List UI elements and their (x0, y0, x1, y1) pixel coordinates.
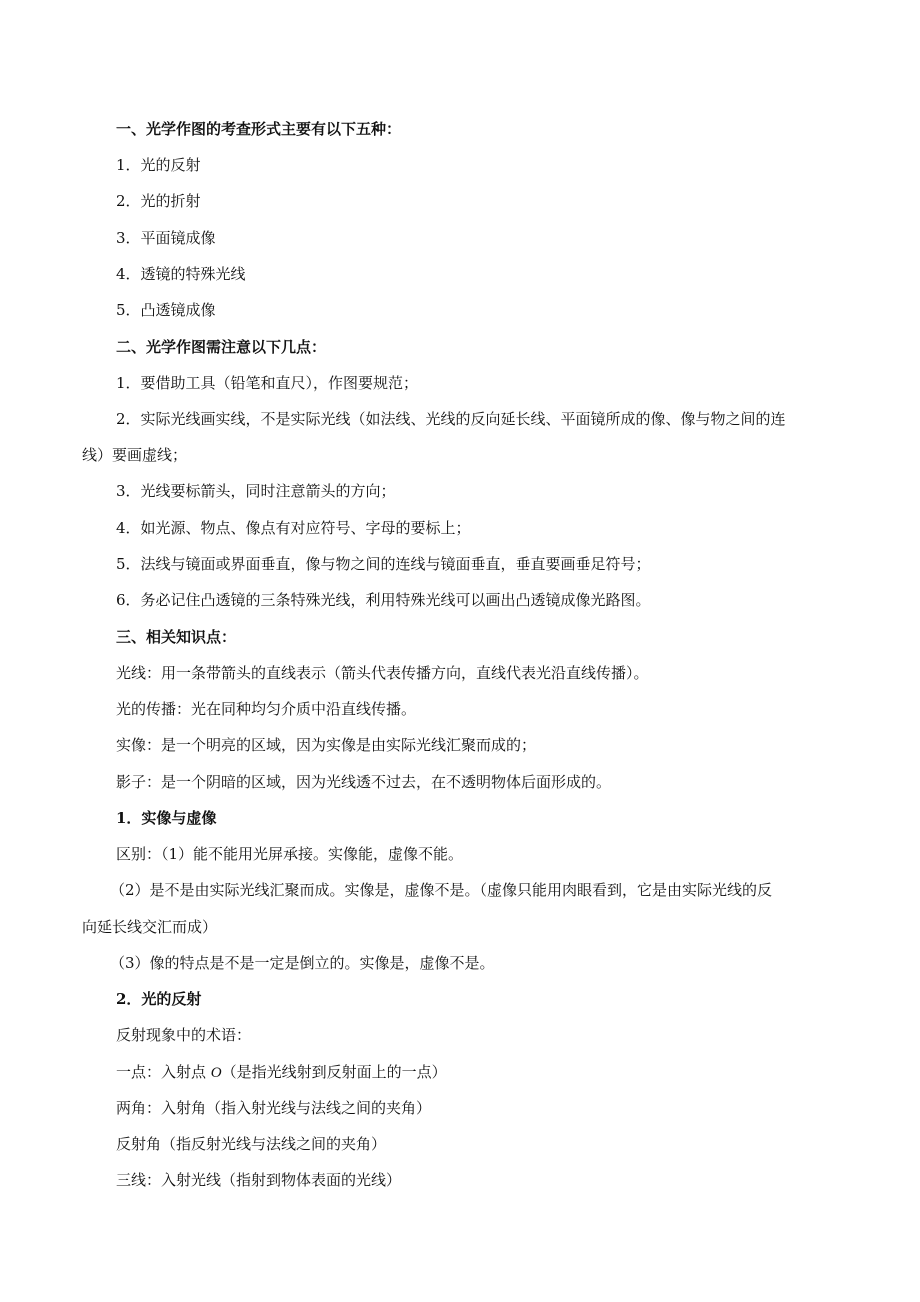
subsection-real-virtual-heading: 1．实像与虚像 (116, 809, 217, 827)
difference-3: （3）像的特点是不是一定是倒立的。实像是，虚像不是。 (110, 954, 495, 972)
propagation-definition: 光的传播：光在同种均匀介质中沿直线传播。 (116, 700, 417, 718)
point-o-symbol: O (210, 1065, 222, 1081)
incident-point-prefix: 一点：入射点 (116, 1063, 211, 1081)
section2-item-2-line2: 线）要画虚线； (82, 446, 188, 464)
section2-item-4: 4．如光源、物点、像点有对应符号、字母的要标上； (116, 519, 471, 537)
section1-item-2: 2．光的折射 (116, 192, 201, 210)
incident-ray-term: 三线：入射光线（指射到物体表面的光线） (116, 1171, 402, 1189)
incident-angle-term: 两角：入射角（指入射光线与法线之间的夹角） (116, 1099, 432, 1117)
section1-item-1: 1．光的反射 (116, 156, 201, 174)
section3-heading: 三、相关知识点： (116, 628, 237, 646)
section1-item-5: 5．凸透镜成像 (116, 301, 216, 319)
section1-item-4: 4．透镜的特殊光线 (116, 265, 246, 283)
section2-item-1: 1．要借助工具（铅笔和直尺），作图要规范； (116, 374, 419, 392)
section2-item-5: 5．法线与镜面或界面垂直，像与物之间的连线与镜面垂直，垂直要画垂足符号； (116, 555, 651, 573)
shadow-definition: 影子：是一个阴暗的区域，因为光线透不过去，在不透明物体后面形成的。 (116, 773, 612, 791)
reflection-angle-term: 反射角（指反射光线与法线之间的夹角） (116, 1135, 387, 1153)
section2-item-6: 6．务必记住凸透镜的三条特殊光线，利用特殊光线可以画出凸透镜成像光路图。 (116, 591, 651, 609)
real-image-definition: 实像：是一个明亮的区域，因为实像是由实际光线汇聚而成的； (116, 736, 537, 754)
difference-2-line1: （2）是不是由实际光线汇聚而成。实像是，虚像不是。（虚像只能用肉眼看到，它是由实际光线的反 (110, 881, 773, 899)
section1-item-3: 3．平面镜成像 (116, 229, 216, 247)
incident-point-suffix: （是指光线射到反射面上的一点） (221, 1063, 447, 1081)
difference-1: 区别：（1）能不能用光屏承接。实像能，虚像不能。 (116, 845, 464, 863)
section2-heading: 二、光学作图需注意以下几点： (116, 338, 327, 356)
section2-item-3: 3．光线要标箭头，同时注意箭头的方向； (116, 482, 396, 500)
light-ray-definition: 光线：用一条带箭头的直线表示（箭头代表传播方向，直线代表光沿直线传播）。 (116, 664, 649, 682)
reflection-terms-intro: 反射现象中的术语： (116, 1026, 252, 1044)
section1-heading: 一、光学作图的考查形式主要有以下五种： (116, 120, 402, 138)
incident-point-term (116, 1062, 447, 1083)
section2-item-2-line1: 2．实际光线画实线，不是实际光线（如法线、光线的反向延长线、平面镜所成的像、像与物之间的连 (116, 410, 786, 428)
subsection-reflection-heading: 2．光的反射 (116, 990, 202, 1008)
difference-2-line2: 向延长线交汇而成） (82, 918, 218, 936)
